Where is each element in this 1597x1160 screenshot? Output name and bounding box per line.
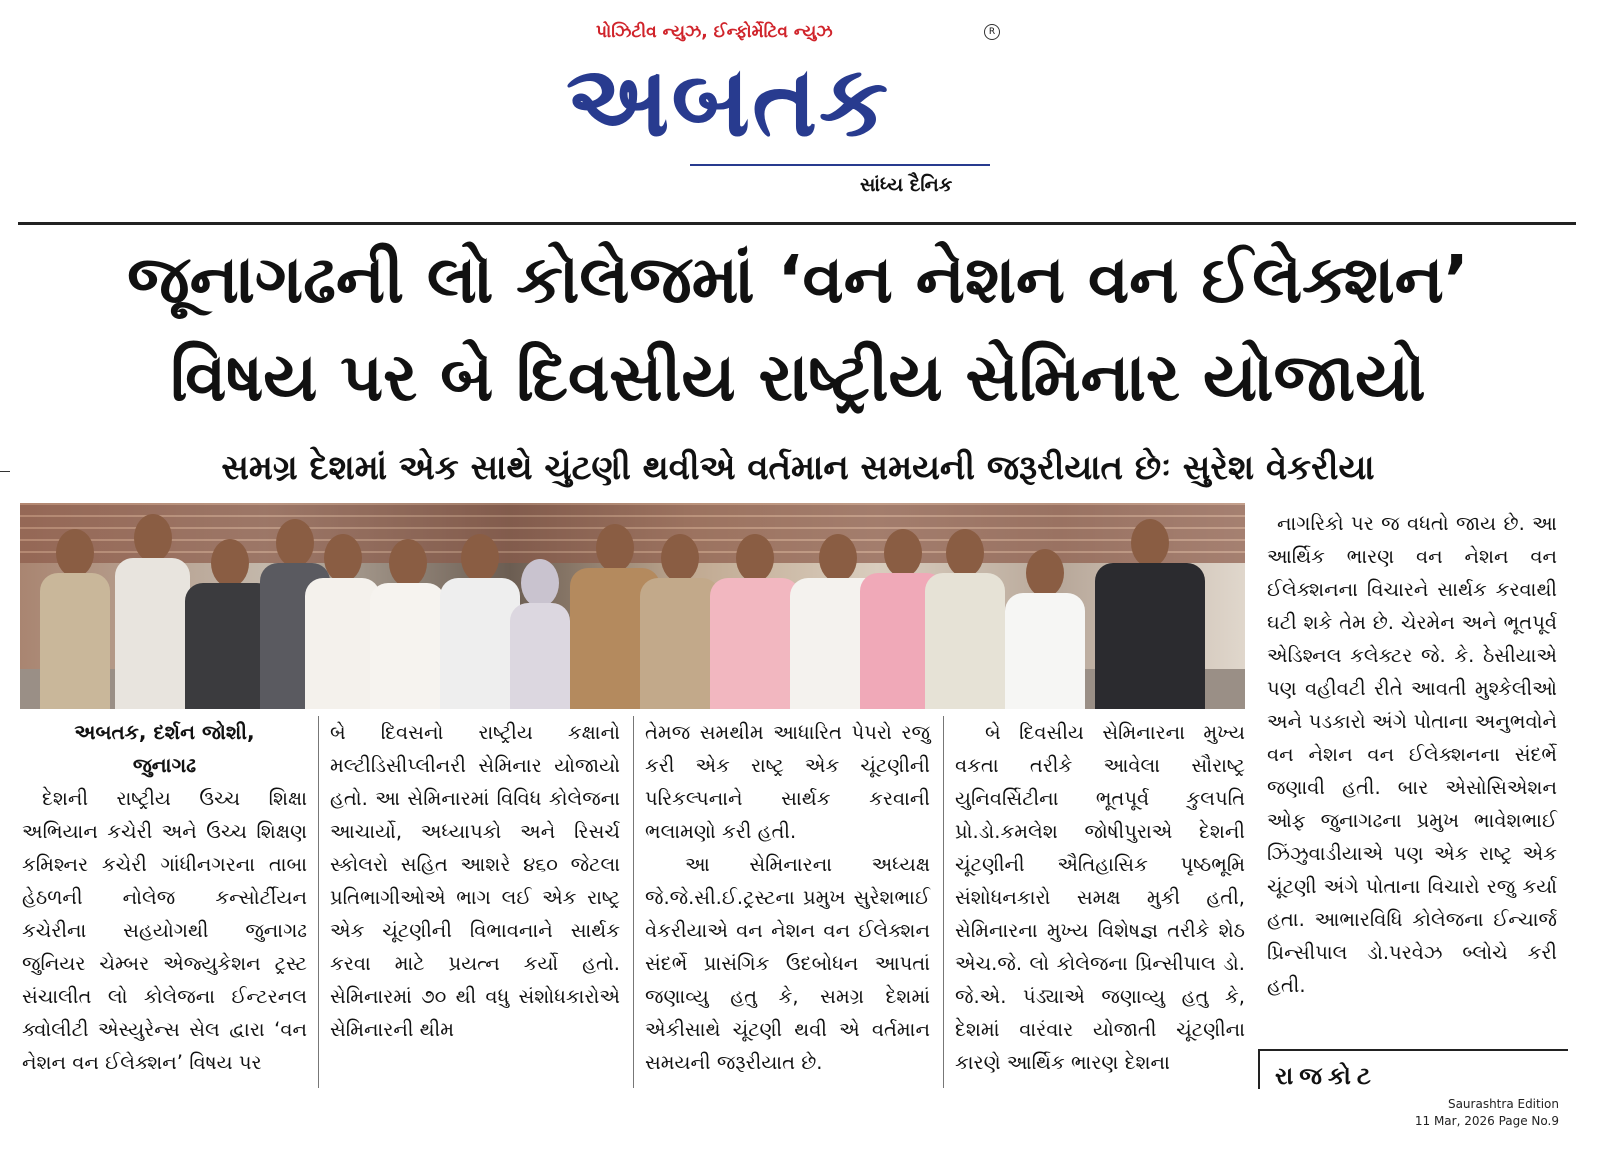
- column-5-text: નાગરિકો પર જ વધતો જાય છે. આ આર્થિક ભારણ વન નેશન વન ઈલેક્શનના વિચારને સાર્થક કરવાથી ઘટી શકે તેમ છે. ચેરમેન અને ભૂતપૂર્વ એડિશ્નલ કલેક્ટર જે. કે. ઠેસીયાએ પણ વહીવટી રીતે આવતી મુશ્કેલીઓ અને પડકારો અંગે પોતાના અનુભવોને વન નેશન વન ઈલેક્શનના સંદર્ભે જણાવી હતી. બાર એસોસિએશન ઓફ જુનાગઢના પ્રમુખ ભાવેશભાઈ ઝિંઝુવાડીયાએ પણ એક રાષ્ટ્ર એક ચૂંટણી અંગે પોતાના વિચારો રજુ કર્યા હતા. આભારવિધિ કોલેજના ઈન્ચાર્જ પ્રિન્સીપાલ ડો.પરવેઝ બ્લોચે કરી હતી.: [1267, 512, 1557, 997]
- article-column-4: [955, 716, 1245, 1079]
- registered-mark: R: [984, 24, 1000, 40]
- next-article-box-border: [1258, 1049, 1568, 1051]
- photo-person: [925, 529, 1005, 709]
- photo-person: [510, 559, 570, 709]
- group-photo: [20, 503, 1245, 709]
- column-3-text-a: તેમજ સમથીમ આધારિત પેપરો રજુ કરી એક રાષ્ટ્ર એક ચૂંટણીની પરિકલ્પનાને સાર્થક કરવાની ભલામણો કરી હતી.: [645, 721, 930, 843]
- edition-name: Saurashtra Edition: [1447, 1097, 1559, 1111]
- article-column-1: [22, 716, 307, 1079]
- edition-date-page: 11 Mar, 2026 Page No.9: [1414, 1114, 1559, 1128]
- article-column-2: [330, 716, 620, 1046]
- column-divider: [943, 716, 944, 1088]
- photo-person: [1005, 549, 1085, 709]
- photo-person: [1095, 519, 1205, 709]
- next-article-headline: રાજકોટ: [1275, 1062, 1377, 1088]
- masthead-subline: સાંધ્ય દૈનિક: [860, 174, 953, 196]
- photo-person: [370, 539, 445, 709]
- article-column-3: [645, 716, 930, 1079]
- byline-line-1: અબતક, દર્શન જોશી,: [74, 720, 255, 744]
- headline-line-2: વિષય પર બે દિવસીય રાષ્ટ્રીય સેમિનાર યોજાયો: [170, 339, 1426, 416]
- margin-tick: [0, 471, 10, 472]
- photo-person: [640, 534, 720, 709]
- photo-person: [710, 534, 800, 709]
- byline-line-2: જુનાગઢ: [132, 753, 197, 777]
- newspaper-logo: અબતક: [566, 45, 891, 159]
- column-3-text-b: આ સેમિનારના અધ્યક્ષ જે.જે.સી.ઈ.ટ્રસ્ટના પ્રમુખ સુરેશભાઈ વેકરીયાએ વન નેશન વન ઈલેક્શન સંદર્ભે પ્રાસંગિક ઉદબોધન આપતાં જણાવ્યુ હતુ કે, સમગ્ર દેશમાં એકીસાથે ચૂંટણી થવી એ વર્તમાન સમયની જરૂરીયાત છે.: [645, 853, 930, 1074]
- next-article-box-border: [1258, 1049, 1260, 1089]
- photo-person: [40, 529, 110, 709]
- photo-person: [115, 514, 190, 709]
- masthead: [560, 14, 1010, 204]
- logo-underline: [690, 164, 990, 166]
- photo-person: [440, 534, 520, 709]
- article-column-5: [1267, 507, 1557, 1002]
- column-2-text: બે દિવસનો રાષ્ટ્રીય કક્ષાનો મલ્ટીડિસીપ્લીનરી સેમિનાર યોજાયો હતો. આ સેમિનારમાં વિવિધ કોલેજના આચાર્યો, અધ્યાપકો અને રિસર્ચ સ્કોલરો સહિત આશરે ૪૬૦ જેટલા પ્રતિભાગીઓએ ભાગ લઈ એક રાષ્ટ્ર એક ચૂંટણીની વિભાવનાને સાર્થક કરવા માટે પ્રયત્ન કર્યો હતો. સેમિનારમાં ૭૦ થી વધુ સંશોધકારોએ સેમિનારની થીમ: [330, 721, 620, 1041]
- edition-info: [1415, 1096, 1559, 1130]
- column-divider: [318, 716, 319, 1088]
- photo-person: [305, 534, 380, 709]
- headline-line-1: જૂનાગઢની લો કોલેજમાં ‘વન નેશન વન ઈલેક્શન’: [127, 241, 1469, 318]
- masthead-tagline: પોઝિટીવ ન્યુઝ, ઈન્ફોર્મેટિવ ન્યુઝ: [596, 22, 833, 42]
- header-rule: [18, 222, 1576, 225]
- subheadline: સમગ્ર દેશમાં એક સાથે ચુંટણી થવીએ વર્તમાન સમયની જરૂરીયાત છેઃ સુરેશ વેકરીયા: [221, 448, 1375, 488]
- column-4-text: બે દિવસીય સેમિનારના મુખ્ય વકતા તરીકે આવેલા સૌરાષ્ટ્ર યુનિવર્સિટીના ભૂતપૂર્વ કુલપતિ પ્રો.ડો.કમલેશ જોષીપુરાએ દેશની ચૂંટણીની ઐતિહાસિક પૃષ્ઠભૂમિ સંશોધનકારો સમક્ષ મુકી હતી, સેમિનારના મુખ્ય વિશેષજ્ઞ તરીકે શેઠ એચ.જે. લો કોલેજના પ્રિન્સીપાલ ડો. જે.એ. પંડ્યાએ જણાવ્યુ હતુ કે, દેશમાં વારંવાર યોજાતી ચૂંટણીના કારણે આર્થિક ભારણ દેશના: [955, 721, 1245, 1074]
- column-divider: [633, 716, 634, 1088]
- column-1-text: દેશની રાષ્ટ્રીય ઉચ્ચ શિક્ષા અભિયાન કચેરી અને ઉચ્ચ શિક્ષણ કમિશ્નર કચેરી ગાંધીનગરના તાબા હેઠળની નોલેજ કન્સોર્ટીયન કચેરીના સહયોગથી જુનાગઢ જુનિયર ચેમ્બર એજ્યુકેશન ટ્રસ્ટ સંચાલીત લો કોલેજના ઈન્ટરનલ ક્વોલીટી એસ્યુરેન્સ સેલ દ્વારા ‘વન નેશન વન ઈલેક્શન’ વિષય પર: [22, 787, 307, 1074]
